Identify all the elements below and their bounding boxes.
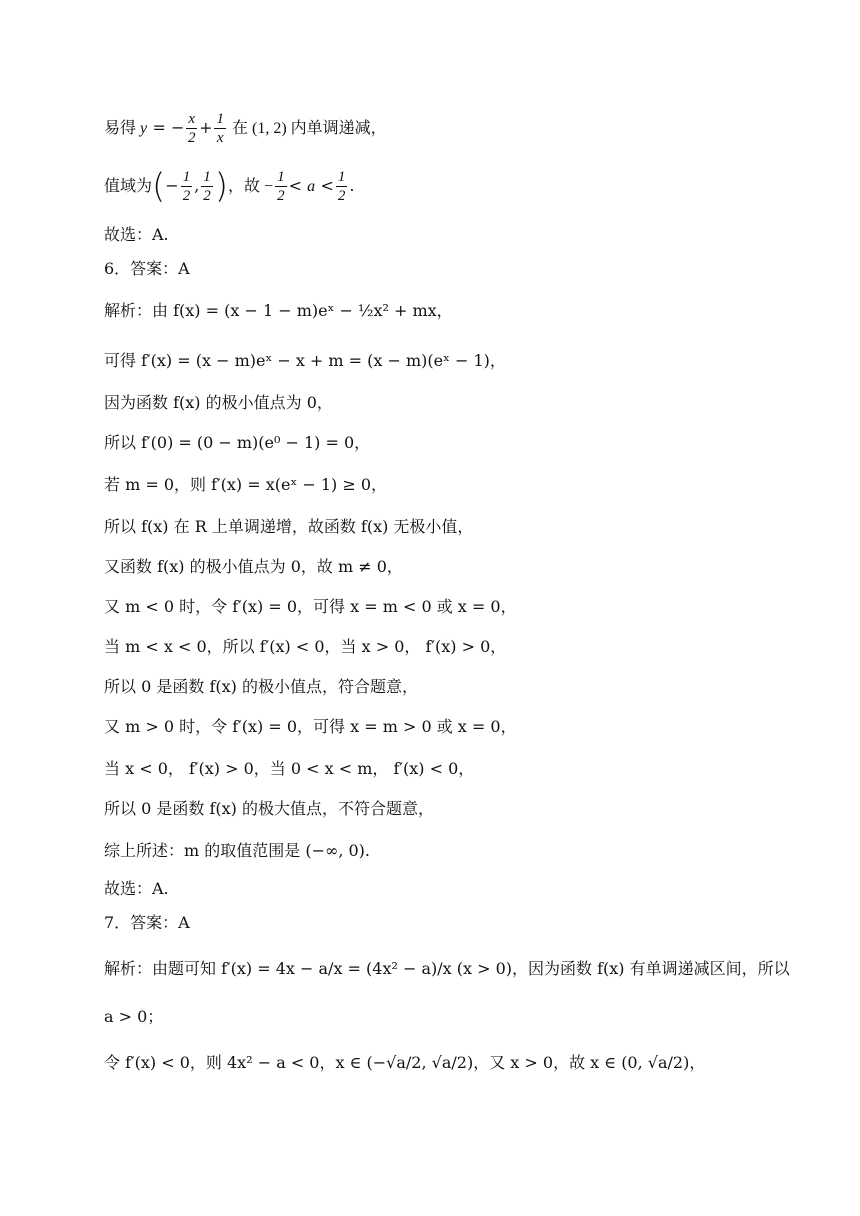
text-line-9: 若 m = 0，则 f′(x) = x(eˣ − 1) ≥ 0， — [104, 475, 388, 494]
text-line-2: 值域为(− $\frac{1}{2}$ , $\frac{1}{2}$ )，故 − $\frac{1}{2}$ < a < $\frac{1}{2}$ . — [104, 166, 355, 207]
text-line-7: 因为函数 f(x) 的极小值点为 0， — [104, 393, 333, 412]
text-line-10: 所以 f(x) 在 R 上单调递增，故函数 f(x) 无极小值， — [104, 517, 474, 536]
text-line-12: 又 m < 0 时，令 f′(x) = 0，可得 x = m < 0 或 x = 0， — [104, 597, 517, 616]
text-line-18: 综上所述：m 的取值范围是 (−∞, 0). — [104, 841, 371, 860]
text-line-8: 所以 f′(0) = (0 − m)(e⁰ − 1) = 0， — [104, 433, 371, 452]
text-line-21: 解析：由题可知 f′(x) = 4x − a/x = (4x² − a)/x (x > 0)，因为函数 f(x) 有单调递减区间，所以 — [104, 959, 790, 978]
text-line-23: 令 f′(x) < 0，则 4x² − a < 0，x ∈ (−√a/2, √a/2)，又 x > 0，故 x ∈ (0, √a/2)， — [104, 1053, 706, 1072]
text-line-19: 故选：A. — [104, 879, 169, 898]
text-line-15: 又 m > 0 时，令 f′(x) = 0，可得 x = m > 0 或 x = 0， — [104, 717, 517, 736]
text-line-5: 解析：由 f(x) = (x − 1 − m)eˣ − ½x² + mx， — [104, 301, 453, 320]
text-line-13: 当 m < x < 0，所以 f′(x) < 0，当 x > 0， f′(x) > 0， — [104, 637, 507, 656]
text-line-22: a > 0； — [104, 1007, 164, 1026]
text-line-20: 7．答案：A — [104, 913, 190, 932]
text-line-1: 易得 y = − $\frac{x}{2}$ + $\frac{1}{x}$ 在 (1, 2) 内单调递减， — [104, 111, 387, 146]
text-line-3: 故选：A. — [104, 225, 169, 244]
text-line-14: 所以 0 是函数 f(x) 的极小值点，符合题意， — [104, 677, 418, 696]
text-line-6: 可得 f′(x) = (x − m)eˣ − x + m = (x − m)(eˣ − 1)， — [104, 351, 506, 370]
text-line-4: 6．答案：A — [104, 259, 190, 278]
text-line-17: 所以 0 是函数 f(x) 的极大值点，不符合题意， — [104, 799, 434, 818]
text-line-11: 又函数 f(x) 的极小值点为 0，故 m ≠ 0， — [104, 557, 403, 576]
text-line-16: 当 x < 0， f′(x) > 0，当 0 < x < m， f′(x) < 0， — [104, 759, 475, 778]
